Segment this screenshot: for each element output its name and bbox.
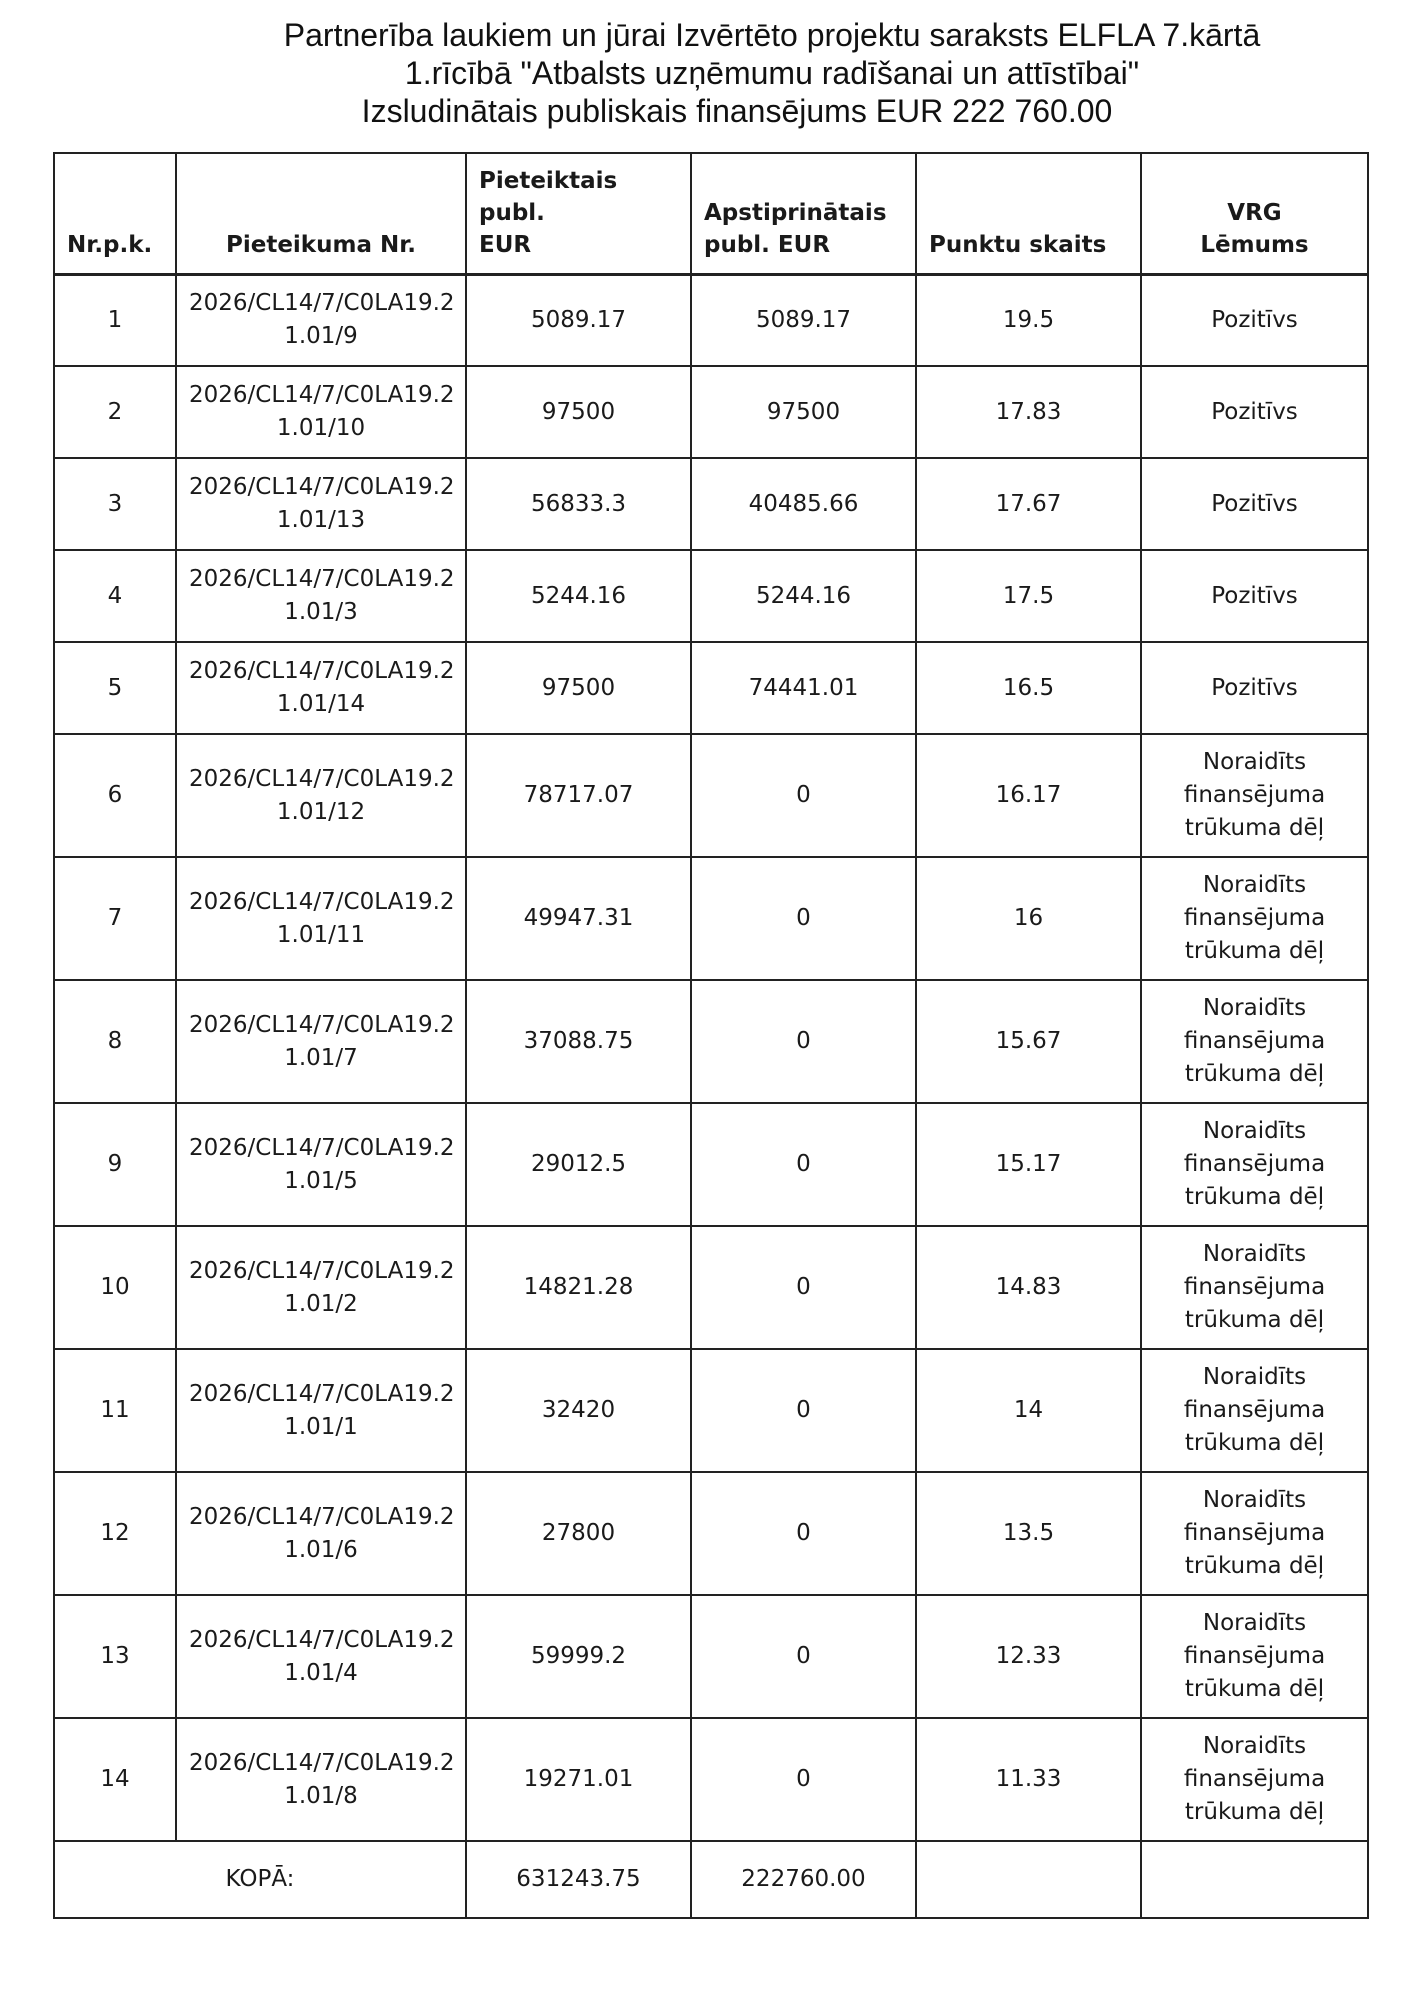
- cell-application: 2026/CL14/7/C0LA19.2 1.01/1: [176, 1349, 466, 1472]
- cell-nr: 8: [54, 980, 176, 1103]
- table-row: [54, 857, 1368, 980]
- cell-application: 2026/CL14/7/C0LA19.2 1.01/9: [176, 274, 466, 366]
- cell-requested: 97500: [466, 366, 691, 458]
- header-row: [54, 153, 1368, 274]
- cell-requested: 29012.5: [466, 1103, 691, 1226]
- cell-approved: 5244.16: [691, 550, 916, 642]
- table-row: [54, 366, 1368, 458]
- cell-application: 2026/CL14/7/C0LA19.2 1.01/12: [176, 734, 466, 857]
- title-line-2: 1.rīcībā "Atbalsts uzņēmumu radīšanai un attīstībai": [404, 55, 1140, 91]
- cell-points: 13.5: [916, 1472, 1141, 1595]
- header-nr: Nr.p.k.: [54, 153, 176, 274]
- table-row: [54, 734, 1368, 857]
- cell-nr: 10: [54, 1226, 176, 1349]
- total-requested: 631243.75: [466, 1841, 691, 1918]
- cell-decision: Pozitīvs: [1141, 642, 1368, 734]
- cell-approved: 0: [691, 1349, 916, 1472]
- cell-nr: 6: [54, 734, 176, 857]
- table-row: [54, 1718, 1368, 1841]
- cell-application: 2026/CL14/7/C0LA19.2 1.01/2: [176, 1226, 466, 1349]
- total-decision-empty: [1141, 1841, 1368, 1918]
- table-row: [54, 1103, 1368, 1226]
- header-approved: Apstiprinātais publ. EUR: [691, 153, 916, 274]
- table-row: [54, 1226, 1368, 1349]
- cell-application: 2026/CL14/7/C0LA19.2 1.01/5: [176, 1103, 466, 1226]
- cell-decision: Noraidīts finansējuma trūkuma dēļ: [1141, 1349, 1368, 1472]
- cell-decision: Noraidīts finansējuma trūkuma dēļ: [1141, 734, 1368, 857]
- cell-application: 2026/CL14/7/C0LA19.2 1.01/4: [176, 1595, 466, 1718]
- table-row: [54, 550, 1368, 642]
- cell-application: 2026/CL14/7/C0LA19.2 1.01/14: [176, 642, 466, 734]
- cell-nr: 9: [54, 1103, 176, 1226]
- cell-application: 2026/CL14/7/C0LA19.2 1.01/3: [176, 550, 466, 642]
- header-points: Punktu skaits: [916, 153, 1141, 274]
- cell-application: 2026/CL14/7/C0LA19.2 1.01/10: [176, 366, 466, 458]
- cell-points: 15.67: [916, 980, 1141, 1103]
- cell-approved: 0: [691, 1718, 916, 1841]
- cell-approved: 97500: [691, 366, 916, 458]
- cell-nr: 13: [54, 1595, 176, 1718]
- cell-decision: Noraidīts finansējuma trūkuma dēļ: [1141, 857, 1368, 980]
- table-row: [54, 274, 1368, 366]
- cell-points: 19.5: [916, 274, 1141, 366]
- cell-points: 17.5: [916, 550, 1141, 642]
- table-row: [54, 1349, 1368, 1472]
- cell-nr: 12: [54, 1472, 176, 1595]
- total-points-empty: [916, 1841, 1141, 1918]
- table-row: [54, 1595, 1368, 1718]
- title-line-3: Izsludinātais publiskais finansējums EUR 222 760.00: [361, 93, 1113, 129]
- total-approved: 222760.00: [691, 1841, 916, 1918]
- cell-approved: 5089.17: [691, 274, 916, 366]
- cell-decision: Noraidīts finansējuma trūkuma dēļ: [1141, 1472, 1368, 1595]
- cell-nr: 2: [54, 366, 176, 458]
- cell-approved: 0: [691, 1472, 916, 1595]
- cell-application: 2026/CL14/7/C0LA19.2 1.01/7: [176, 980, 466, 1103]
- cell-points: 17.67: [916, 458, 1141, 550]
- cell-requested: 59999.2: [466, 1595, 691, 1718]
- cell-points: 16: [916, 857, 1141, 980]
- table-row: [54, 642, 1368, 734]
- cell-approved: 0: [691, 1226, 916, 1349]
- cell-nr: 1: [54, 274, 176, 366]
- cell-requested: 14821.28: [466, 1226, 691, 1349]
- cell-decision: Noraidīts finansējuma trūkuma dēļ: [1141, 1226, 1368, 1349]
- cell-requested: 56833.3: [466, 458, 691, 550]
- cell-points: 12.33: [916, 1595, 1141, 1718]
- cell-decision: Noraidīts finansējuma trūkuma dēļ: [1141, 1103, 1368, 1226]
- cell-decision: Noraidīts finansējuma trūkuma dēļ: [1141, 1718, 1368, 1841]
- cell-approved: 40485.66: [691, 458, 916, 550]
- cell-approved: 0: [691, 1595, 916, 1718]
- cell-nr: 7: [54, 857, 176, 980]
- cell-requested: 78717.07: [466, 734, 691, 857]
- cell-nr: 14: [54, 1718, 176, 1841]
- cell-requested: 32420: [466, 1349, 691, 1472]
- document-title: [0, 16, 1414, 130]
- cell-requested: 97500: [466, 642, 691, 734]
- cell-nr: 11: [54, 1349, 176, 1472]
- cell-approved: 0: [691, 734, 916, 857]
- cell-points: 17.83: [916, 366, 1141, 458]
- cell-approved: 0: [691, 980, 916, 1103]
- cell-points: 15.17: [916, 1103, 1141, 1226]
- cell-nr: 5: [54, 642, 176, 734]
- cell-points: 14: [916, 1349, 1141, 1472]
- cell-requested: 19271.01: [466, 1718, 691, 1841]
- cell-decision: Pozitīvs: [1141, 366, 1368, 458]
- cell-approved: 0: [691, 1103, 916, 1226]
- table-row: [54, 1472, 1368, 1595]
- header-requested: Pieteiktais publ. EUR: [466, 153, 691, 274]
- projects-table: [53, 152, 1369, 1919]
- cell-nr: 3: [54, 458, 176, 550]
- cell-requested: 37088.75: [466, 980, 691, 1103]
- cell-requested: 27800: [466, 1472, 691, 1595]
- cell-requested: 5244.16: [466, 550, 691, 642]
- cell-decision: Pozitīvs: [1141, 274, 1368, 366]
- cell-decision: Noraidīts finansējuma trūkuma dēļ: [1141, 1595, 1368, 1718]
- cell-approved: 74441.01: [691, 642, 916, 734]
- table-row: [54, 458, 1368, 550]
- header-application: Pieteikuma Nr.: [176, 153, 466, 274]
- table-row: [54, 980, 1368, 1103]
- cell-points: 14.83: [916, 1226, 1141, 1349]
- cell-application: 2026/CL14/7/C0LA19.2 1.01/13: [176, 458, 466, 550]
- cell-points: 16.5: [916, 642, 1141, 734]
- cell-points: 16.17: [916, 734, 1141, 857]
- cell-approved: 0: [691, 857, 916, 980]
- cell-requested: 49947.31: [466, 857, 691, 980]
- total-label: KOPĀ:: [54, 1841, 466, 1918]
- cell-decision: Pozitīvs: [1141, 550, 1368, 642]
- cell-nr: 4: [54, 550, 176, 642]
- total-row: [54, 1841, 1368, 1918]
- header-vrg-decision: VRG Lēmums: [1141, 153, 1368, 274]
- cell-application: 2026/CL14/7/C0LA19.2 1.01/11: [176, 857, 466, 980]
- cell-decision: Noraidīts finansējuma trūkuma dēļ: [1141, 980, 1368, 1103]
- cell-application: 2026/CL14/7/C0LA19.2 1.01/6: [176, 1472, 466, 1595]
- cell-application: 2026/CL14/7/C0LA19.2 1.01/8: [176, 1718, 466, 1841]
- title-line-1: Partnerība laukiem un jūrai Izvērtēto projektu saraksts ELFLA 7.kārtā: [283, 17, 1261, 53]
- cell-decision: Pozitīvs: [1141, 458, 1368, 550]
- cell-requested: 5089.17: [466, 274, 691, 366]
- cell-points: 11.33: [916, 1718, 1141, 1841]
